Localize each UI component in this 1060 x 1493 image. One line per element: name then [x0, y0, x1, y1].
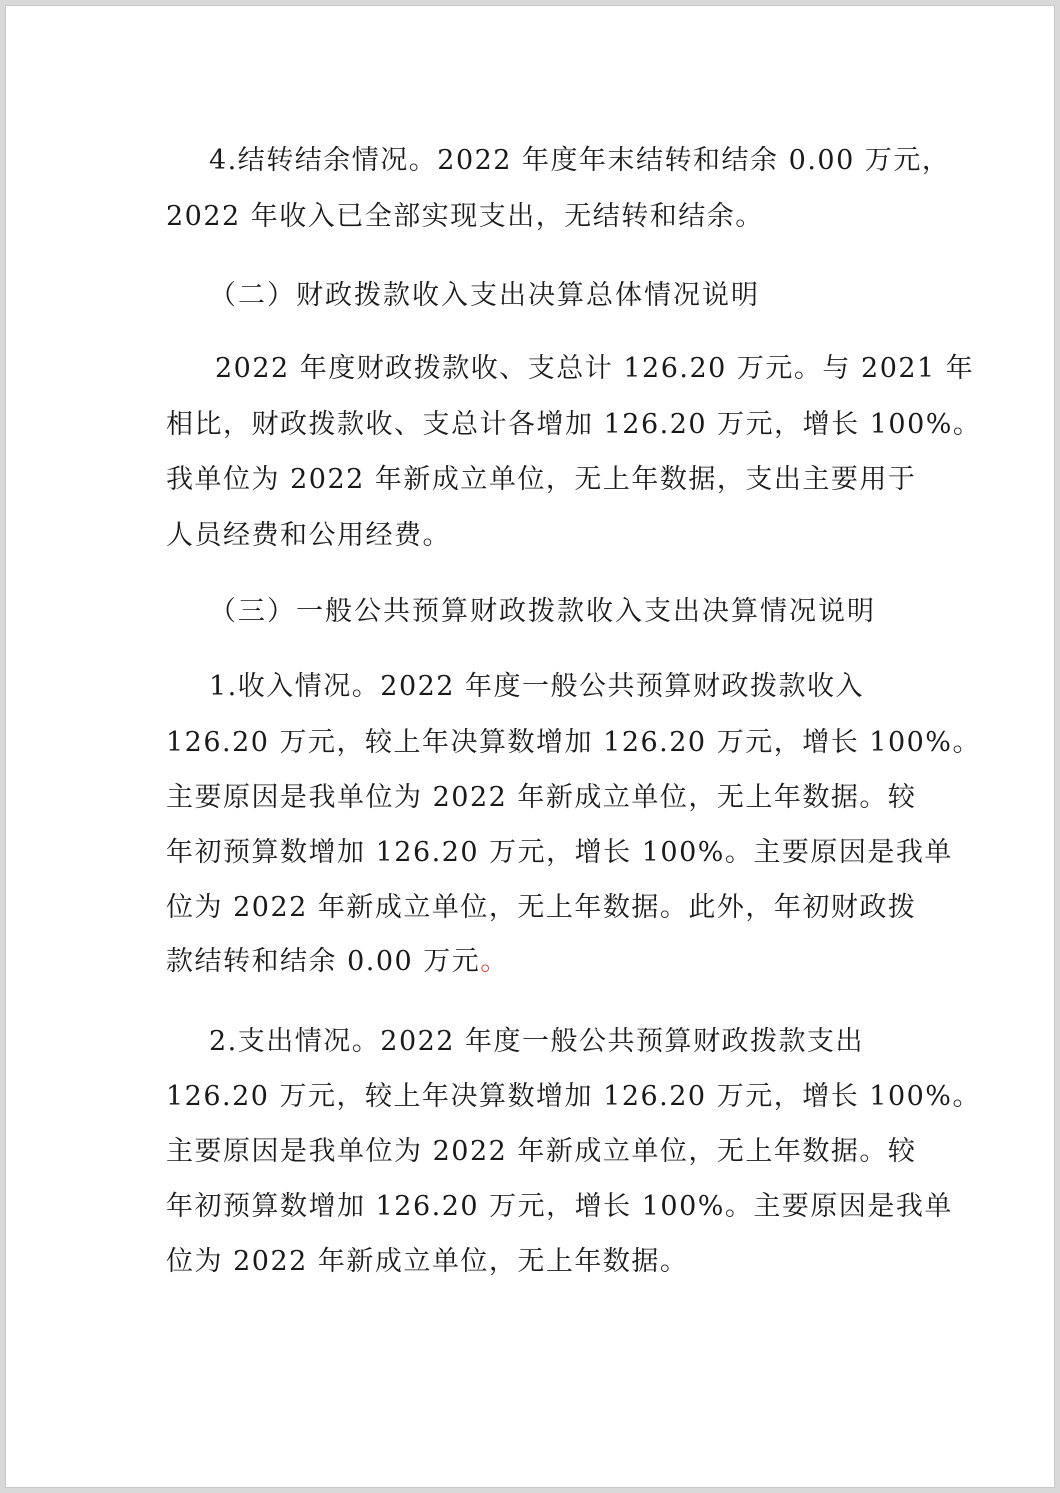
para2-line-4: 人员经费和公用经费。 [166, 520, 451, 551]
section4-line-2: 2022 年收入已全部实现支出，无结转和结余。 [166, 201, 764, 232]
income-line-6 [166, 944, 509, 980]
para2-line-2: 相比，财政拨款收、支总计各增加 126.20 万元，增长 100%。 [166, 409, 982, 440]
income-line-3: 主要原因是我单位为 2022 年新成立单位，无上年数据。较 [166, 782, 917, 813]
income-line-6-text: 款结转和结余 0.00 万元 [166, 946, 481, 977]
expense-line-5: 位为 2022 年新成立单位，无上年数据。 [166, 1246, 689, 1277]
section4-line-1: 4.结转结余情况。2022 年度年末结转和结余 0.00 万元， [209, 145, 951, 176]
expense-line-4: 年初预算数增加 126.20 万元，增长 100%。主要原因是我单 [166, 1191, 953, 1222]
expense-line-2: 126.20 万元，较上年决算数增加 126.20 万元，增长 100%。 [166, 1081, 981, 1112]
heading-2: （二）财政拨款收入支出决算总体情况说明 [209, 280, 760, 311]
heading-3: （三）一般公共预算财政拨款收入支出决算情况说明 [209, 596, 876, 627]
expense-line-1: 2.支出情况。2022 年度一般公共预算财政拨款支出 [209, 1026, 865, 1057]
income-line-4: 年初预算数增加 126.20 万元，增长 100%。主要原因是我单 [166, 837, 953, 868]
income-line-6-mark: 。 [480, 946, 509, 977]
income-line-2: 126.20 万元，较上年决算数增加 126.20 万元，增长 100%。 [166, 727, 981, 758]
para2-line-3: 我单位为 2022 年新成立单位，无上年数据，支出主要用于 [166, 464, 917, 495]
document-page [5, 5, 1055, 1488]
expense-line-3: 主要原因是我单位为 2022 年新成立单位，无上年数据。较 [166, 1136, 917, 1167]
income-line-1: 1.收入情况。2022 年度一般公共预算财政拨款收入 [209, 671, 865, 702]
para2-line-1: 2022 年度财政拨款收、支总计 126.20 万元。与 2021 年 [215, 353, 975, 384]
income-line-5: 位为 2022 年新成立单位，无上年数据。此外，年初财政拨 [166, 892, 917, 923]
